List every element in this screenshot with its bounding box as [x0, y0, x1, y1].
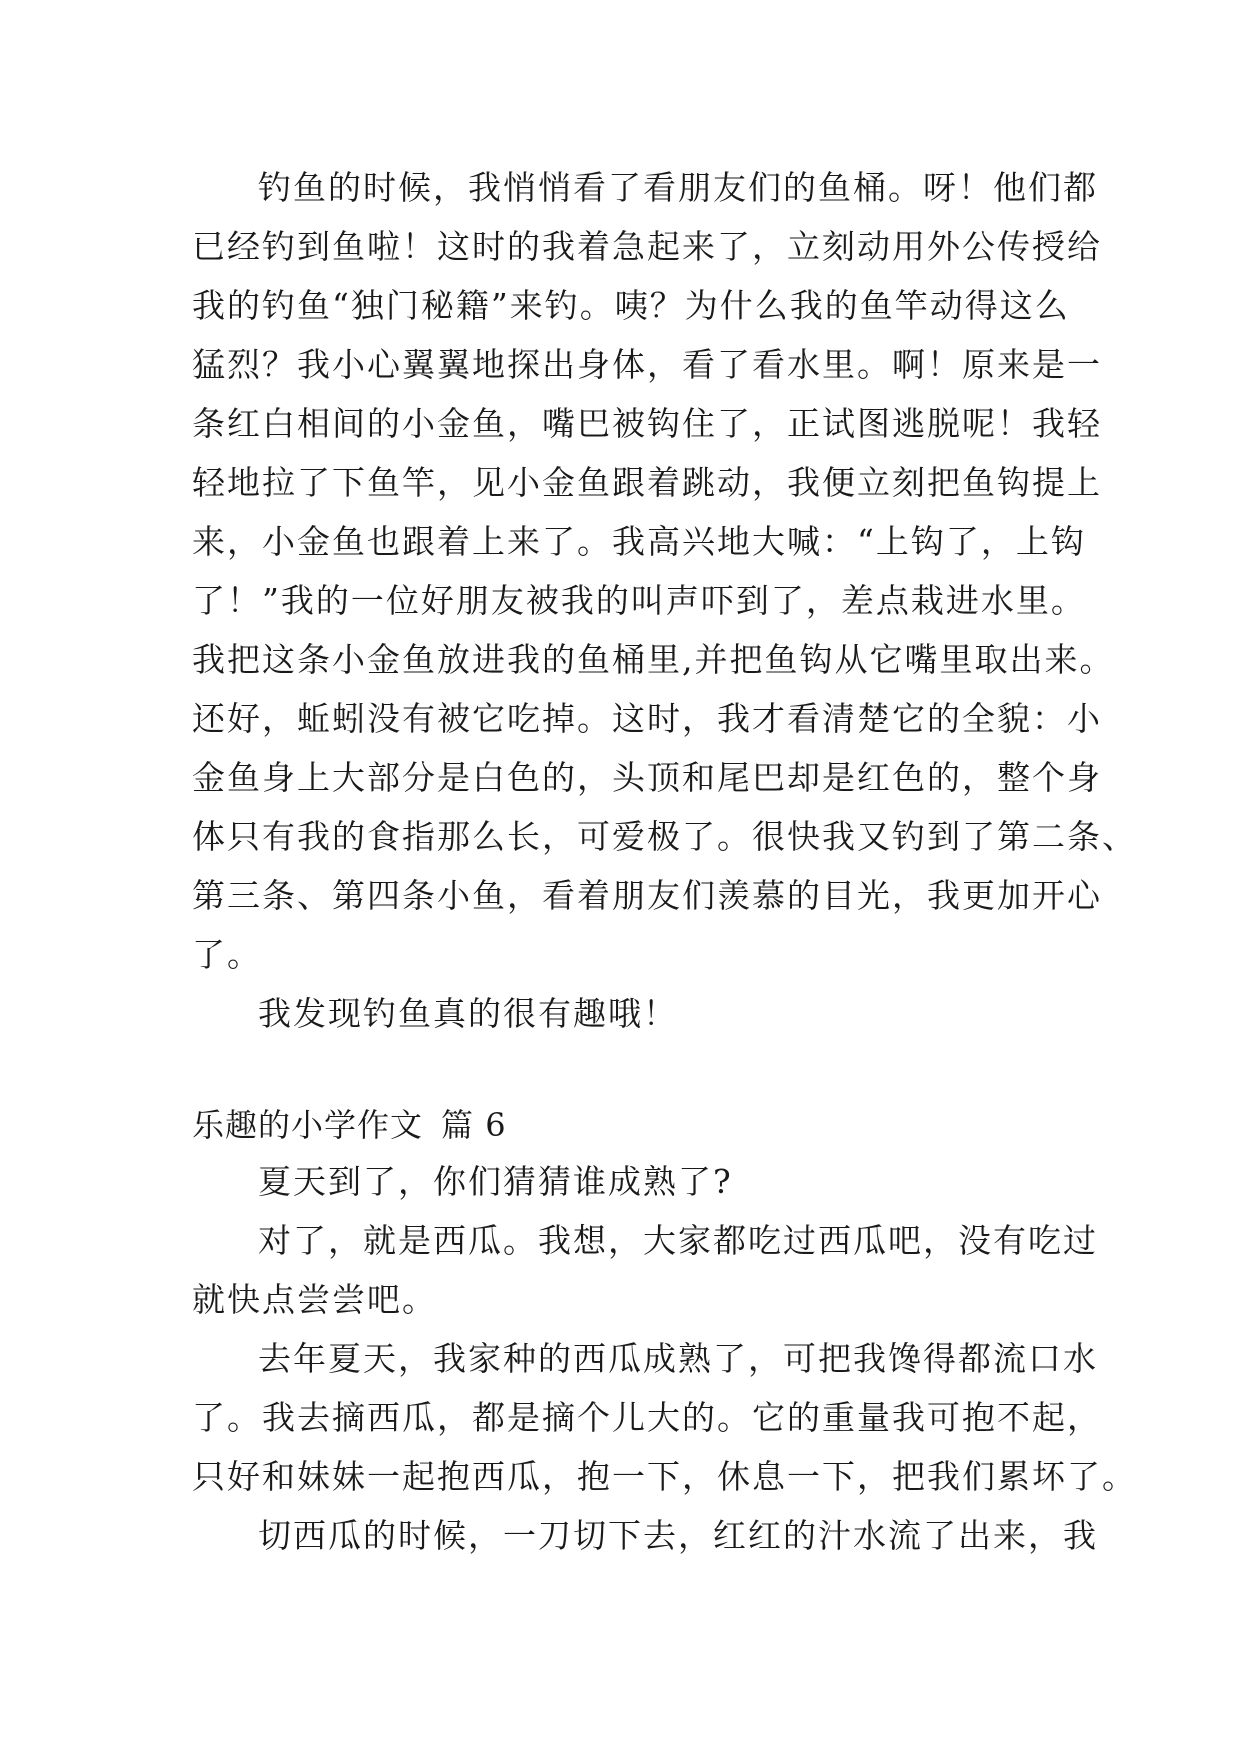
- text-line: 只好和妹妹一起抱西瓜，抱一下，休息一下，把我们累坏了。: [192, 1457, 1137, 1496]
- section-title: 乐趣的小学作文: [192, 1106, 424, 1144]
- text-line: 了。: [192, 935, 262, 974]
- text-line: 就快点尝尝吧。: [192, 1280, 437, 1319]
- text-line: 猛烈？我小心翼翼地探出身体，看了看水里。啊！原来是一: [192, 345, 1102, 384]
- text-line: 来，小金鱼也跟着上来了。我高兴地大喊：“上钩了，上钩: [192, 522, 1086, 561]
- story1-paragraph-1: [192, 158, 1137, 984]
- text-line: 去年夏天，我家种的西瓜成熟了，可把我馋得都流口水: [258, 1339, 1098, 1378]
- story2-paragraph-1: [192, 1152, 1050, 1211]
- text-line: 金鱼身上大部分是白色的，头顶和尾巴却是红色的，整个身: [192, 758, 1102, 797]
- text-line: 对了，就是西瓜。我想，大家都吃过西瓜吧，没有吃过: [258, 1221, 1098, 1260]
- section-heading: [192, 1096, 507, 1155]
- text-line: 体只有我的食指那么长，可爱极了。很快我又钓到了第二条、: [192, 817, 1137, 856]
- text-line: 还好，蚯蚓没有被它吃掉。这时，我才看清楚它的全貌：小: [192, 699, 1102, 738]
- story1-paragraph-2: [192, 984, 1050, 1043]
- text-line: 轻地拉了下鱼竿，见小金鱼跟着跳动，我便立刻把鱼钩提上: [192, 463, 1102, 502]
- text-line: 我把这条小金鱼放进我的鱼桶里,并把鱼钩从它嘴里取出来。: [192, 640, 1115, 679]
- story2-paragraph-2: [192, 1211, 1098, 1329]
- text-line: 已经钓到鱼啦！这时的我着急起来了，立刻动用外公传授给: [192, 227, 1102, 266]
- text-line: 第三条、第四条小鱼，看着朋友们羡慕的目光，我更加开心: [192, 876, 1102, 915]
- story2-paragraph-3: [192, 1329, 1137, 1506]
- text-line: 切西瓜的时候，一刀切下去，红红的汁水流了出来，我: [258, 1516, 1098, 1555]
- text-line: 了。我去摘西瓜，都是摘个儿大的。它的重量我可抱不起，: [192, 1398, 1102, 1437]
- story2-paragraph-4: [192, 1506, 1098, 1565]
- text-line: 我的钓鱼“独门秘籍”来钓。咦？为什么我的鱼竿动得这么: [192, 286, 1070, 325]
- text-line: 夏天到了，你们猜猜谁成熟了?: [258, 1162, 733, 1201]
- text-line: 钓鱼的时候，我悄悄看了看朋友们的鱼桶。呀！他们都: [258, 168, 1098, 207]
- text-line: 条红白相间的小金鱼，嘴巴被钩住了，正试图逃脱呢！我轻: [192, 404, 1102, 443]
- text-line: 了！”我的一位好朋友被我的叫声吓到了，差点栽进水里。: [192, 581, 1086, 620]
- section-number: 篇 6: [441, 1106, 507, 1144]
- text-line: 我发现钓鱼真的很有趣哦！: [258, 994, 678, 1033]
